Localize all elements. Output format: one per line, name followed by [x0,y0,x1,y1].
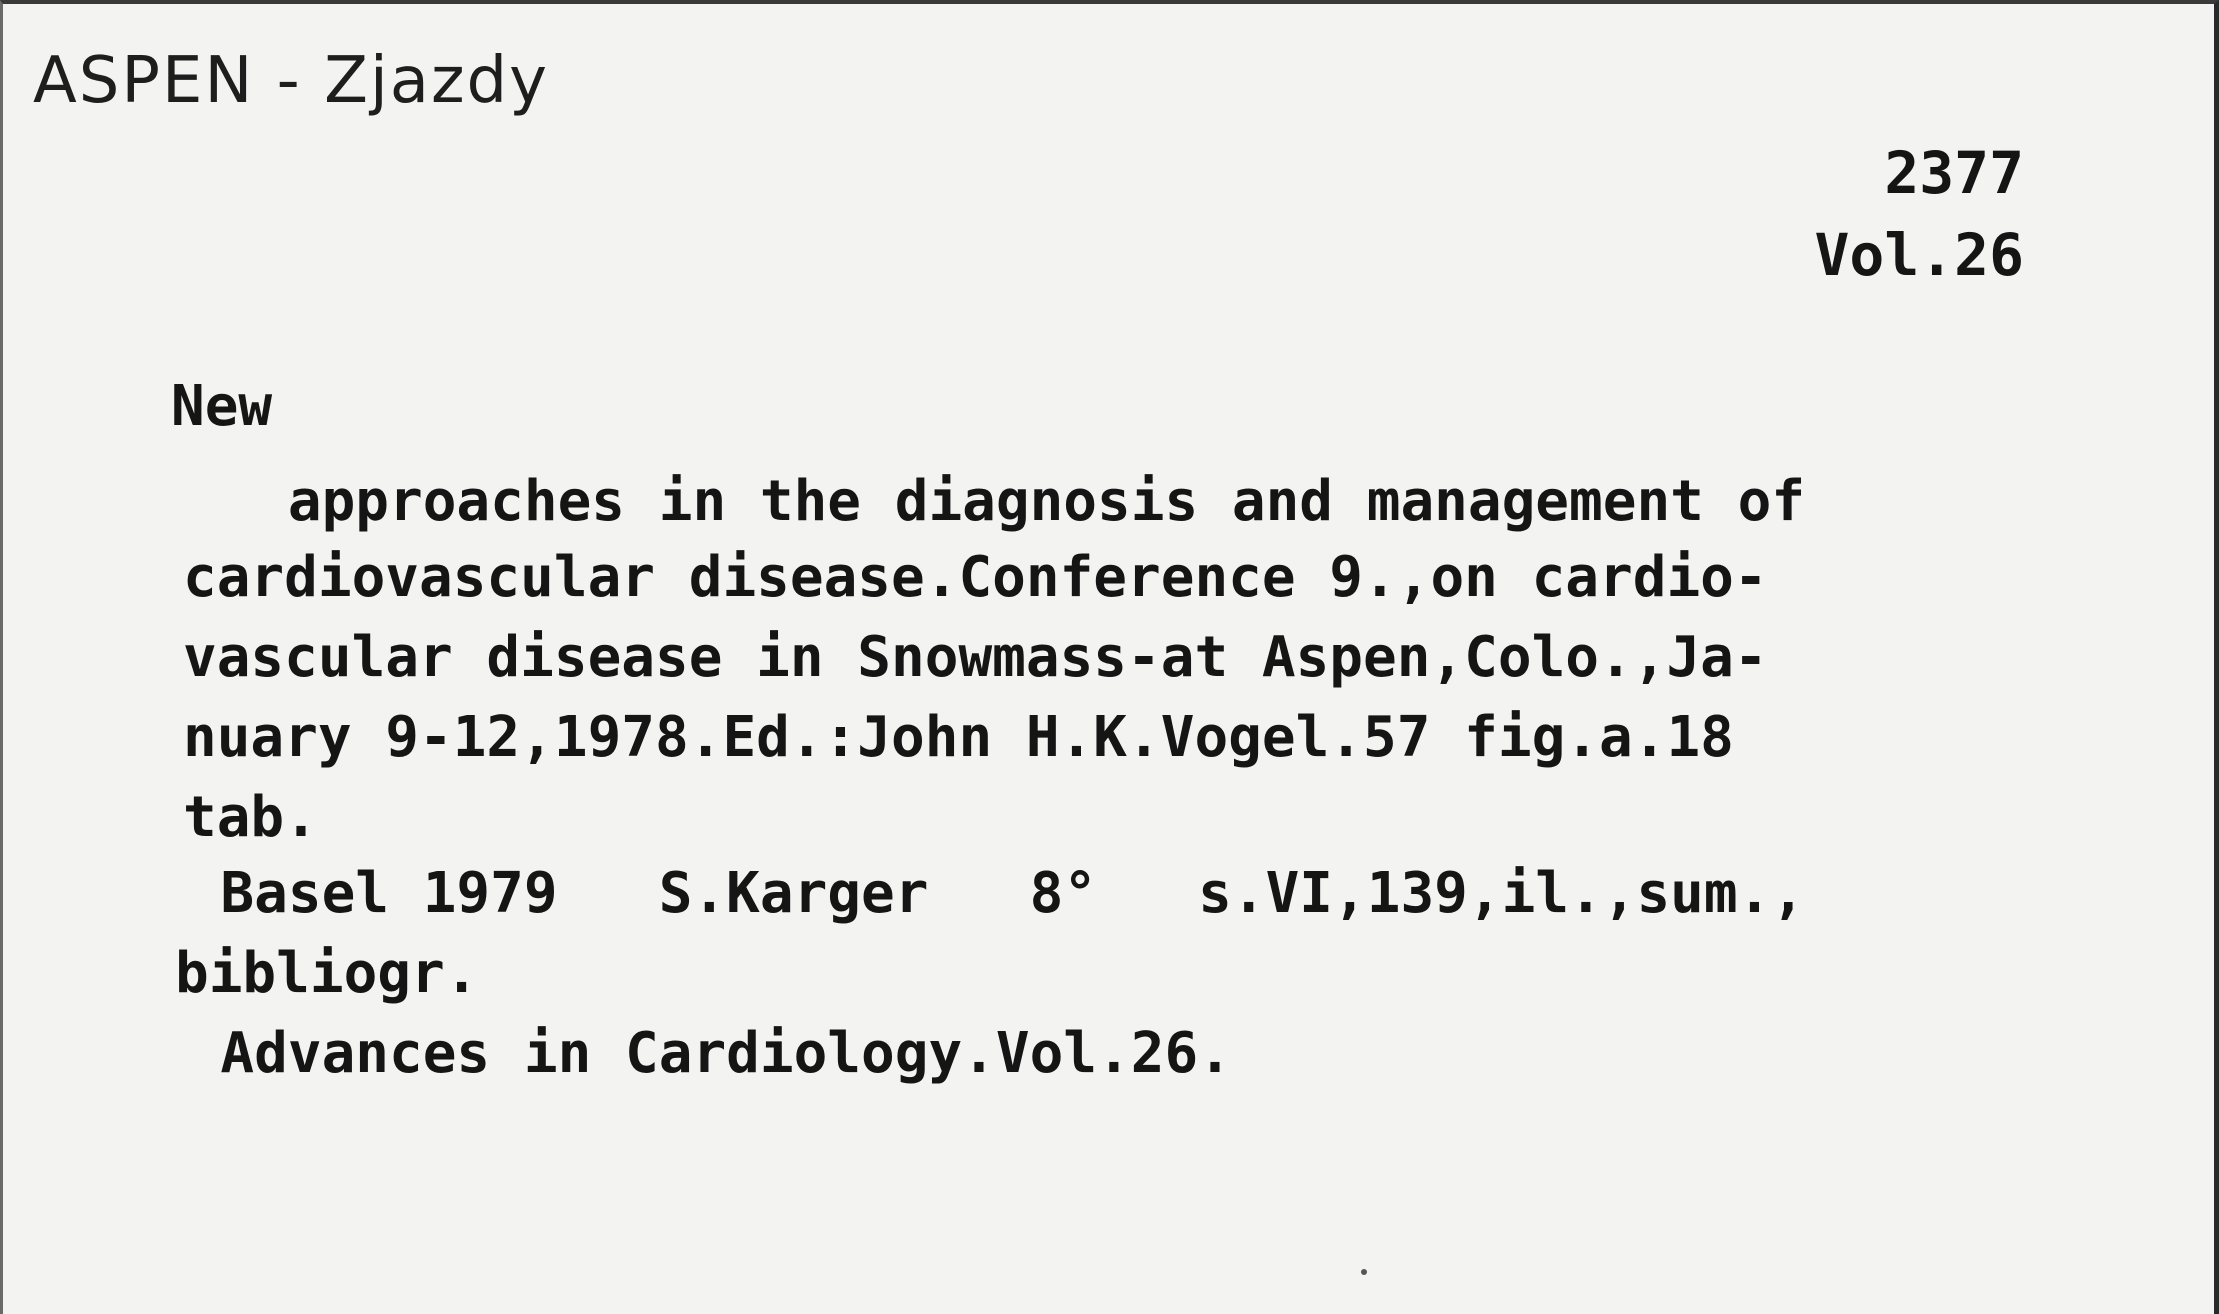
entry-line: nuary 9-12,1978.Ed.:John H.K.Vogel.57 fig.a.18 [183,705,1734,770]
entry-line: Basel 1979 S.Karger 8° s.VI,139,il.,sum., [153,861,1806,926]
call-number: 2377 [1884,139,2024,207]
ink-speck [1361,1269,1367,1275]
entry-line: tab. [183,785,318,850]
volume-number: Vol.26 [1814,221,2024,289]
entry-line: cardiovascular disease.Conference 9.,on cardio- [183,545,1768,610]
handwritten-heading: ASPEN - Zjazdy [33,44,550,118]
entry-line: bibliogr. [175,941,479,1006]
entry-line: Advances in Cardiology.Vol.26. [153,1021,1232,1086]
entry-line: approaches in the diagnosis and management of [153,469,1806,534]
entry-line: vascular disease in Snowmass-at Aspen,Colo.,Ja- [183,625,1768,690]
entry-line: New [171,374,273,439]
